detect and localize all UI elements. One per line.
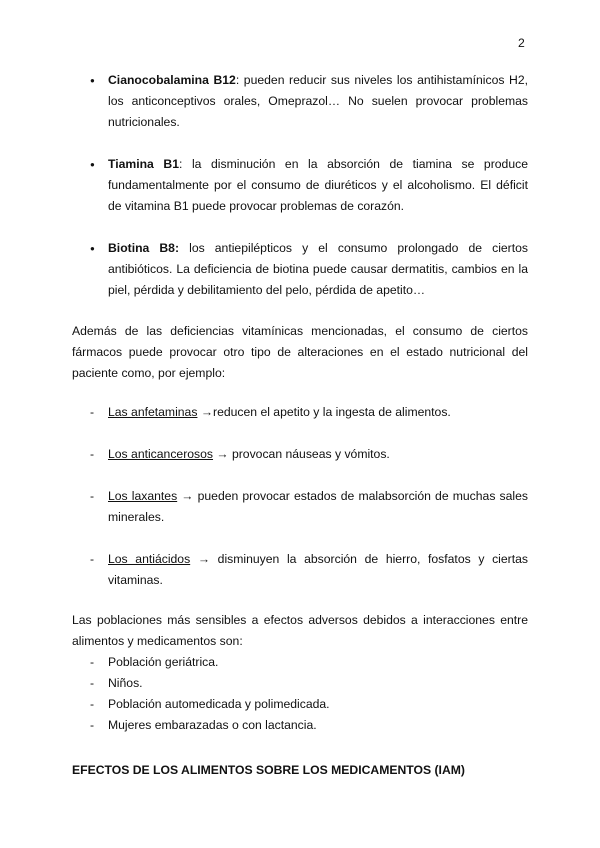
list-item: ● Tiamina B1: la disminución en la absorción de tiamina se produce fundamentalmente por el consumo de diuréticos y el alcoholismo. El déficit de vitamina B1 puede provocar problemas de corazón. xyxy=(90,154,528,217)
vitamin-name: Tiamina B1 xyxy=(108,157,179,171)
drug-name: Los anticancerosos xyxy=(108,447,214,461)
intro-paragraph: Además de las deficiencias vitamínicas mencionadas, el consumo de ciertos fármacos puede provocar otro tipo de alteraciones en el estado nutricional del paciente como, por ejemplo: xyxy=(72,324,528,380)
list-item xyxy=(90,238,528,301)
list-item xyxy=(90,549,528,591)
drug-name: Los laxantes xyxy=(108,489,178,503)
list-item xyxy=(90,444,528,465)
list-item: - Población geriátrica. xyxy=(90,652,528,673)
list-item: - Niños. xyxy=(90,673,528,694)
list-item: ● Cianocobalamina B12: pueden reducir sus niveles los antihistamínicos H2, los anticonceptivos orales, Omeprazol… No suelen provocar problemas nutricionales. xyxy=(90,70,528,133)
vitamin-description: los antiepilépticos y el consumo prolongado de ciertos antibióticos. La deficiencia de biotina puede causar dermatitis, cambios en la piel, pérdida y debilitamiento del pelo, pérdida de apetito… xyxy=(108,241,528,297)
drug-name: Los antiácidos xyxy=(108,552,191,566)
vitamin-description: la disminución en la absorción de tiamina se produce fundamentalmente por el consumo de diuréticos y el alcoholismo. El déficit de vitamina B1 puede provocar problemas de corazón. xyxy=(108,157,528,213)
populations-paragraph: Las poblaciones más sensibles a efectos adversos debidos a interacciones entre alimentos y medicamentos son: xyxy=(72,613,528,648)
section-heading: EFECTOS DE LOS ALIMENTOS SOBRE LOS MEDICAMENTOS (IAM) xyxy=(72,763,465,777)
list-item: - Población automedicada y polimedicada. xyxy=(90,694,528,715)
list-item: - Mujeres embarazadas o con lactancia. xyxy=(90,715,528,736)
vitamin-list xyxy=(90,70,528,301)
page-number: 2 xyxy=(518,36,525,50)
drug-effect: →reducen el apetito y la ingesta de alimentos. xyxy=(197,405,451,419)
drug-list xyxy=(90,402,528,591)
drug-effect: → pueden provocar estados de malabsorción de muchas sales minerales. xyxy=(108,489,528,524)
drug-effect: → provocan náuseas y vómitos. xyxy=(213,447,390,461)
vitamin-description: pueden reducir sus niveles los antihistamínicos H2, los anticonceptivos orales, Omeprazol… No suelen provocar problemas nutricionales. xyxy=(108,73,528,129)
vitamin-name: Biotina B8: xyxy=(108,241,180,255)
drug-effect: → disminuyen la absorción de hierro, fosfatos y ciertas vitaminas. xyxy=(108,552,528,587)
drug-name: Las anfetaminas xyxy=(108,405,198,419)
list-item xyxy=(90,486,528,528)
vitamin-name: Cianocobalamina B12 xyxy=(108,73,236,87)
population-list xyxy=(90,652,528,736)
list-item xyxy=(90,402,528,423)
